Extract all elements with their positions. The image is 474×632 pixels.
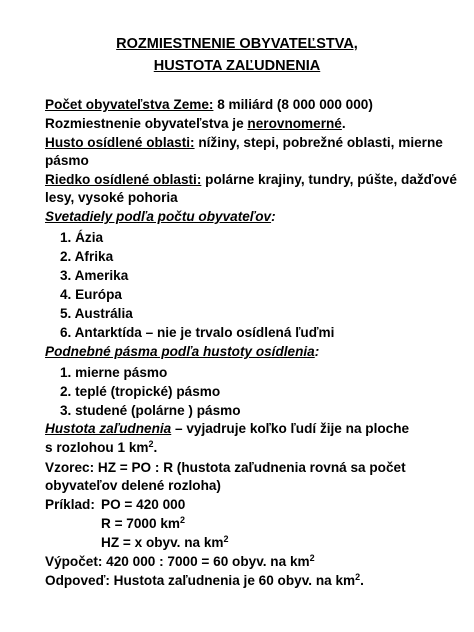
example-hz-text: HZ = x obyv. na km: [101, 535, 224, 550]
distribution-emph: nerovnomerné: [247, 116, 342, 131]
title-line-1: ROZMIESTNENIE OBYVATEĽSTVA,: [116, 36, 358, 52]
sparse-line-1: [45, 172, 457, 187]
answer-line: [45, 573, 364, 588]
population-value: 8 miliárd (8 000 000 000): [213, 97, 373, 112]
example-r-sup: 2: [179, 515, 185, 525]
formula-line-1: Vzorec: HZ = PO : R (hustota zaľudnenia rovná sa počet: [45, 460, 406, 475]
list-item: 2. Afrika: [60, 249, 114, 264]
density-end: .: [153, 440, 158, 455]
list-item: 1. mierne pásmo: [60, 365, 168, 380]
answer-end: .: [360, 573, 364, 588]
list-item: 3. Amerika: [60, 268, 129, 283]
example-label: Príklad:: [45, 497, 95, 512]
continents-heading-text: Svetadiely podľa počtu obyvateľov: [45, 209, 272, 224]
sparse-text-1: polárne krajiny, tundry, púšte, dažďové: [201, 172, 457, 187]
dense-label: Husto osídlené oblasti:: [45, 135, 195, 150]
population-line: [45, 97, 373, 112]
example-r-text: R = 7000 km: [101, 516, 180, 531]
density-sup: 2: [148, 439, 154, 449]
calc-text: Výpočet: 420 000 : 7000 = 60 obyv. na km: [45, 554, 310, 569]
list-item: 6. Antarktída – nie je trvalo osídlená ľuďmi: [60, 325, 335, 340]
zones-heading-colon: :: [314, 344, 320, 359]
list-item: 5. Austrália: [60, 306, 133, 321]
distribution-text: Rozmiestnenie obyvateľstva je: [45, 116, 248, 131]
list-item: 4. Európa: [60, 287, 122, 302]
list-item: 1. Ázia: [60, 230, 104, 245]
distribution-line: [45, 116, 346, 131]
calc-sup: 2: [309, 553, 315, 563]
dense-text-1: nížiny, stepi, pobrežné oblasti, mierne: [194, 135, 443, 150]
list-item: 3. studené (polárne ) pásmo: [60, 403, 241, 418]
formula-line-2: obyvateľov delené rozloha): [45, 478, 221, 493]
list-item: 2. teplé (tropické) pásmo: [60, 384, 221, 399]
example-hz-sup: 2: [223, 534, 229, 544]
continents-heading: [45, 209, 276, 224]
sparse-label: Riedko osídlené oblasti:: [45, 172, 202, 187]
example-hz: [101, 535, 229, 550]
zones-heading: [45, 344, 319, 359]
example-r: [101, 516, 185, 531]
calc-line: [45, 554, 315, 569]
distribution-end: .: [341, 116, 346, 131]
continents-heading-colon: :: [271, 209, 276, 224]
density-term: Hustota zaľudnenia: [45, 421, 172, 436]
title-line-2: HUSTOTA ZAĽUDNENIA: [153, 58, 321, 74]
density-text-1: – vyjadruje koľko ľudí žije na ploche: [171, 421, 410, 436]
answer-sup: 2: [355, 572, 361, 582]
density-text-2: s rozlohou 1 km: [45, 440, 149, 455]
zones-heading-text: Podnebné pásma podľa hustoty osídlenia: [45, 344, 315, 359]
density-line-2: [45, 440, 157, 455]
example-po: PO = 420 000: [101, 497, 186, 512]
dense-line-1: [45, 135, 443, 150]
population-label: Počet obyvateľstva Zeme:: [45, 97, 214, 112]
density-line-1: [45, 421, 409, 436]
dense-line-2: pásmo: [45, 153, 89, 168]
answer-text: Odpoveď: Hustota zaľudnenia je 60 obyv. na km: [45, 573, 356, 588]
sparse-line-2: lesy, vysoké pohoria: [45, 190, 178, 205]
